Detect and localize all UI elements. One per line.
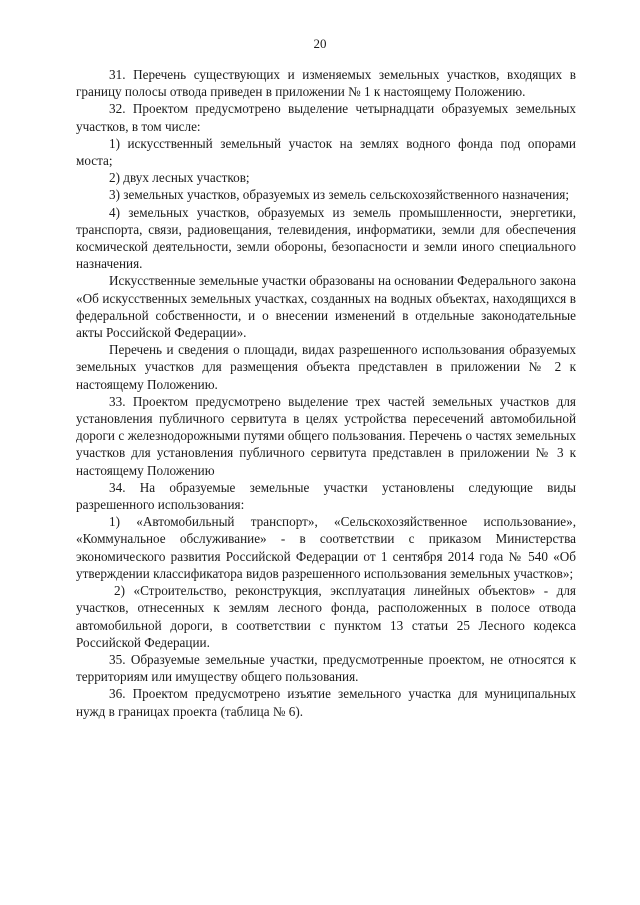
paragraph-32-item-3: 3) земельных участков, образуемых из земель сельскохозяйственного назначения; [109,187,570,203]
paragraph-34-item-2: 2) «Строительство, реконструкция, эксплуатация линейных объектов» - для участков, отнесенных к землям лесного фонда, расположенных в полосе отвода автомобильной дороги, в соответствии с пунктом 13 статьи 25 Лесного кодекса Российской Федерации. [76,583,576,650]
page-number: 20 [313,36,327,51]
paragraph-artificial-plots: Искусственные земельные участки образованы на основании Федерального закона «Об искусственных земельных участках, созданных на водных объектах, находящихся в федеральной собственности, и о внесении изменений в отдельные законодательные акты Российской Федерации». [76,273,576,341]
paragraph-34: 34. На образуемые земельные участки установлены следующие виды разрешенного использования: [76,479,576,513]
paragraph-31: 31. Перечень существующих и изменяемых земельных участков, входящих в границу полосы отвода приведен в приложении № 1 к настоящему Положению. [76,67,576,100]
paragraph-35: 35. Образуемые земельные участки, предусмотренные проектом, не относятся к территориям или имуществу общего пользования. [76,651,576,685]
paragraph-plot-list: Перечень и сведения о площади, видах разрешенного использования образуемых земельных участков для размещения объекта представлен в приложении № 2 к настоящему Положению. [76,342,576,392]
paragraph-32: 32. Проектом предусмотрено выделение четырнадцати образуемых земельных участков, в том числе: [76,101,576,134]
document-body [76,66,576,720]
paragraph-33: 33. Проектом предусмотрено выделение трех частей земельных участков для установления публичного сервитута в целях устройства пересечений автомобильной дороги с железнодорожными путями общего пользования. Перечень о частях земельных участков для установления публичного сервитута представлен в приложении № 3 к настоящему Положению [76,393,576,478]
paragraph-32-item-2: 2) двух лесных участков; [109,170,250,186]
paragraph-32-item-4: 4) земельных участков, образуемых из земель промышленности, энергетики, транспорта, связи, радиовещания, телевидения, информатики, земли для обеспечения космической деятельности, земли обороны, безопасности и земли иного специального назначения. [76,204,576,272]
paragraph-36: 36. Проектом предусмотрено изъятие земельного участка для муниципальных нужд в границах проекта (таблица № 6). [76,686,576,719]
paragraph-32-item-1: 1) искусственный земельный участок на землях водного фонда под опорами моста; [76,135,576,169]
paragraph-34-item-1: 1) «Автомобильный транспорт», «Сельскохозяйственное использование», «Коммунальное обслуживание» - в соответствии с приказом Министерства экономического развития Российской Федерации от 1 сентября 2014 года № 540 «Об утверждении классификатора видов разрешенного использования земельных участков»; [76,514,576,581]
